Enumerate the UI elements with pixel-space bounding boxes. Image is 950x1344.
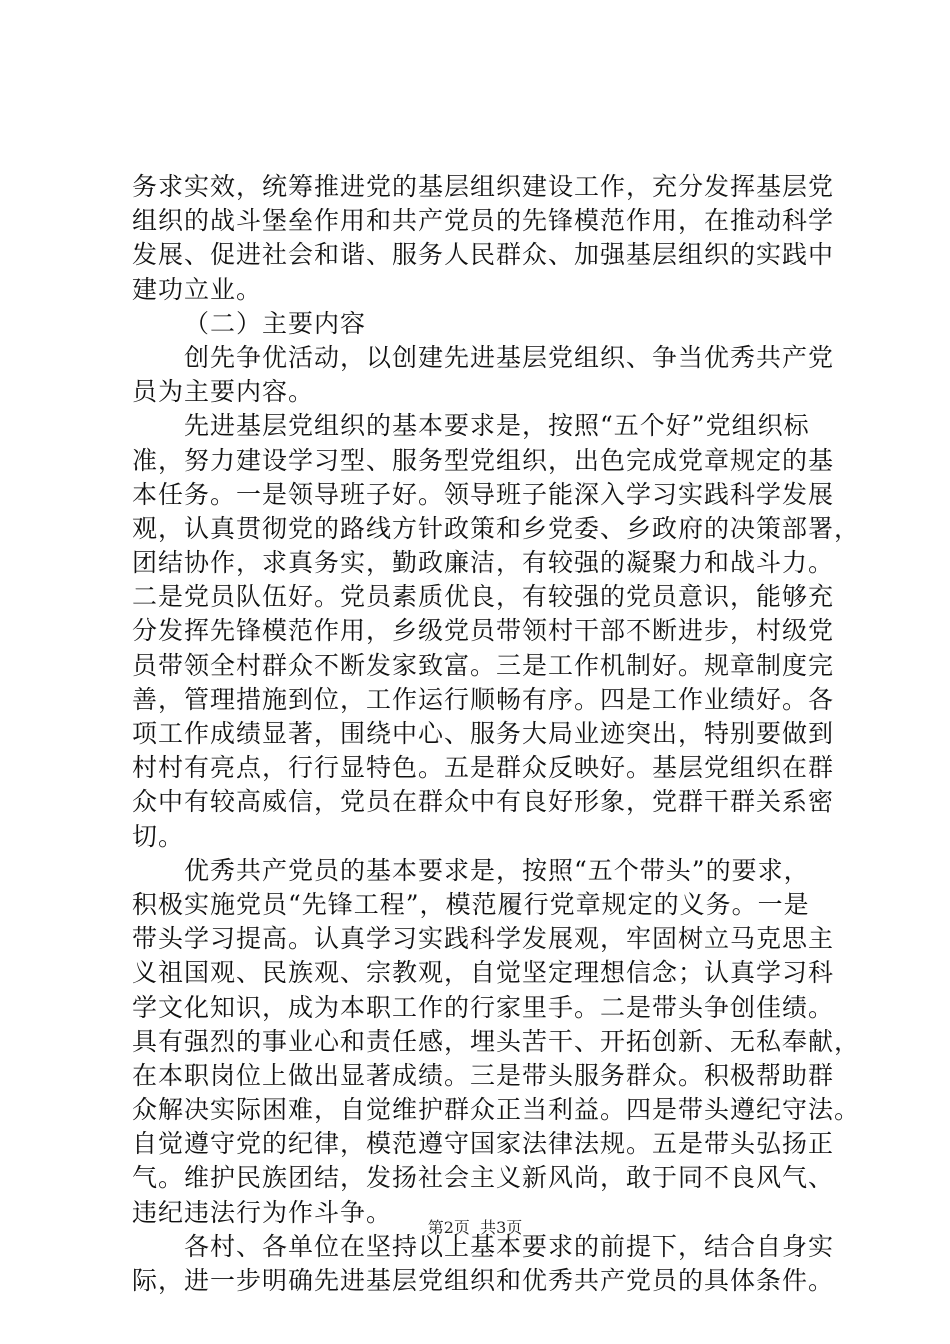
text-line: 村村有亮点，行行显特色。五是群众反映好。基层党组织在群 [132,753,835,783]
text-line: 发展、促进社会和谐、服务人民群众、加强基层组织的实践中 [132,240,835,270]
text-line: 员带领全村群众不断发家致富。三是工作机制好。规章制度完 [132,650,835,680]
text-line: 切。 [132,821,185,851]
text-line: 善，管理措施到位，工作运行顺畅有序。四是工作业绩好。各 [132,684,835,714]
text-line: 具有强烈的事业心和责任感，埋头苦干、开拓创新、无私奉献， [132,1026,861,1056]
text-line: 学文化知识，成为本职工作的行家里手。二是带头争创佳绩。 [132,992,835,1022]
text-line: 观，认真贯彻党的路线方针政策和乡党委、乡政府的决策部署， [132,513,861,543]
text-line: 务求实效，统筹推进党的基层组织建设工作，充分发挥基层党 [132,172,835,201]
paragraph-start-line: 优秀共产党员的基本要求是，按照“五个带头”的要求， [184,855,810,885]
text-line: 准，努力建设学习型、服务型党组织，出色完成党章规定的基 [132,445,835,475]
text-line: 众解决实际困难，自觉维护群众正当利益。四是带头遵纪守法。 [132,1095,861,1125]
text-line: 义祖国观、民族观、宗教观，自觉坚定理想信念；认真学习科 [132,958,835,988]
text-line: 建功立业。 [132,274,263,304]
text-line: 气。维护民族团结，发扬社会主义新风尚，敢于同不良风气、 [132,1163,835,1193]
text-line: 违纪违法行为作斗争。 [132,1197,393,1227]
text-line: 众中有较高威信，党员在群众中有良好形象，党群干群关系密 [132,787,835,817]
section-heading: （二）主要内容 [184,308,367,338]
paragraph-start-line: 先进基层党组织的基本要求是，按照“五个好”党组织标 [184,411,810,441]
text-line: 带头学习提高。认真学习实践科学发展观，牢固树立马克思主 [132,924,835,954]
text-line: 自觉遵守党的纪律，模范遵守国家法律法规。五是带头弘扬正 [132,1129,835,1159]
text-line: 二是党员队伍好。党员素质优良，有较强的党员意识，能够充 [132,582,835,612]
text-line: 在本职岗位上做出显著成绩。三是带头服务群众。积极帮助群 [132,1060,835,1090]
text-line: 本任务。一是领导班子好。领导班子能深入学习实践科学发展 [132,479,835,509]
text-line: 组织的战斗堡垒作用和共产党员的先锋模范作用，在推动科学 [132,206,835,236]
page-footer [0,1218,950,1238]
paragraph-start-line: 创先争优活动，以创建先进基层党组织、争当优秀共产党 [184,342,835,372]
text-line: 项工作成绩显著，围绕中心、服务大局业迹突出，特别要做到 [132,719,835,748]
text-line: 分发挥先锋模范作用，乡级党员带领村干部不断进步，村级党 [132,616,835,646]
text-line: 积极实施党员“先锋工程”，模范履行党章规定的义务。一是 [132,889,810,919]
document-body [132,170,861,1298]
page-number-label: 第2页 共3页 [427,1218,523,1237]
text-line: 际，进一步明确先进基层党组织和优秀共产党员的具体条件。 [132,1266,835,1295]
paragraph-start-line: 各村、各单位在坚持以上基本要求的前提下，结合自身实 [184,1231,835,1261]
text-line: 团结协作，求真务实，勤政廉洁，有较强的凝聚力和战斗力。 [132,548,835,578]
text-line: 员为主要内容。 [132,377,315,407]
